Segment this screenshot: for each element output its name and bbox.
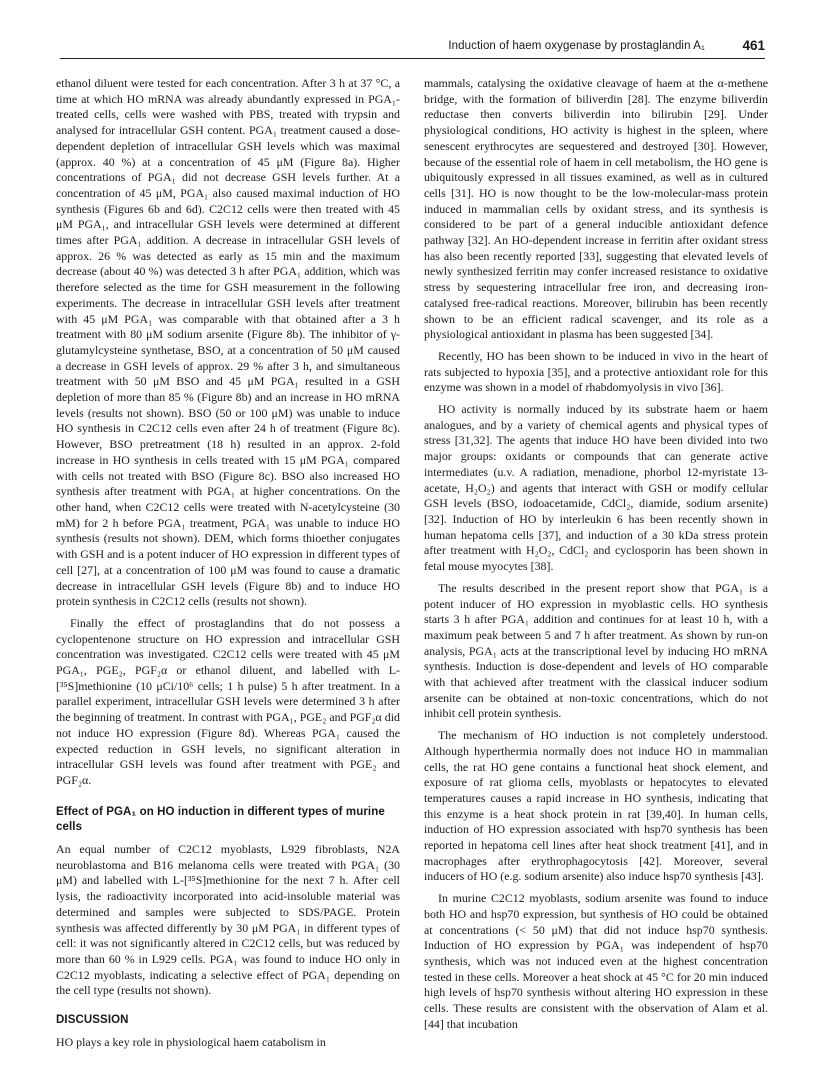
running-title: Induction of haem oxygenase by prostaglandin A₁ [448, 40, 705, 52]
left-column [56, 76, 400, 1056]
section-heading: DISCUSSION [56, 1014, 129, 1027]
paragraph: The mechanism of HO induction is not completely understood. Although hyperthermia normally does not induce HO in mammalian cells, the rat HO gene contains a functional heat shock element, and exposure of rat glioma cells, myoblasts or hepatocytes to elevated temperatures causes a rapid increase in HO synthesis, indicating that this enzyme is a heat shock protein in rat [39,40]. In human cells, induction of HO expression associated with hsp70 synthesis has been reported in hepatoma cell lines after heat shock treatment [41], and in macrophages after erythrophagocytosis [42]. Moreover, several inducers of HO (e.g. sodium arsenite) also induce hsp70 synthesis [43]. [424, 728, 768, 884]
paragraph: In murine C2C12 myoblasts, sodium arsenite was found to induce both HO and hsp70 expression, but synthesis of HO could be obtained at concentrations (< 50 μM) that did not induce hsp70 synthesis. Induction of HO expression by PGA₁ was independent of hsp70 synthesis, which was not induced even at the highest concentration tested in these cells. Moreover a heat shock at 45 °C for 20 min induced high levels of hsp70 synthesis without altering HO expression in these cells. These results are consistent with the observation of Alam et al. [44] that incubation [424, 891, 768, 1031]
paragraph: An equal number of C2C12 myoblasts, L929 fibroblasts, N2A neuroblastoma and B16 melanoma cells were treated with PGA₁ (30 μM) and labelled with L-[³⁵S]methionine for the next 7 h. After cell lysis, the radioactivity incorporated into acid-insoluble material was determined and samples were subjected to SDS/PAGE. Protein synthesis was affected differently by 30 μM PGA₁ in different types of cell: it was not significantly altered in C2C12 cells, but was reduced by more than 60 % in L929 cells. PGA₁ was found to induce HO only in C2C12 myoblasts, indicating a selective effect of PGA₁ depending on the cell type (results not shown). [56, 842, 400, 998]
paragraph: Recently, HO has been shown to be induced in vivo in the heart of rats subjected to hypoxia [35], and a protective antioxidant role for this enzyme was shown in a model of rhabdomyolysis in vivo [36]. [424, 348, 768, 395]
paragraph: mammals, catalysing the oxidative cleavage of haem at the α-methene bridge, with the formation of biliverdin [28]. The enzyme biliverdin reductase then converts biliverdin into bilirubin [29]. Under physiological conditions, HO activity is highest in the spleen, where senescent erythrocytes are sequestered and destroyed [30]. However, because of the essential role of haem in cell metabolism, the HO gene is ubiquitously expressed in all tissues examined, as well as in cultured cells [31]. HO is now thought to be the low-molecular-mass protein induced in mammalian cells by oxidant stress, and its synthesis is considered to be part of a general inducible antioxidant defence pathway [32]. An HO-dependent increase in ferritin after oxidant stress has also been recently reported [33], suggesting that elevated levels of newly synthesized ferritin may confer increased resistance to oxidative stress by sequestering intracellular free iron, and decreasing iron-catalysed free-radical reactions. Moreover, bilirubin has been recently shown to be an efficient radical scavenger, and its role as a physiological antioxidant in plasma has been suggested [34]. [424, 76, 768, 342]
right-column [424, 76, 768, 1038]
paragraph: HO plays a key role in physiological haem catabolism in [56, 1034, 326, 1049]
paragraph: Finally the effect of prostaglandins that do not possess a cyclopentenone structure on HO expression and intracellular GSH concentration was investigated. C2C12 cells were treated with 45 μM PGA₁, PGE₂, PGF₂α or ethanol diluent, and labelled with L-[³⁵S]methionine (10 μCi/10⁶ cells; 1 h pulse) 5 h after treatment. In a parallel experiment, intracellular GSH levels were determined 3 h after the beginning of treatment. In contrast with PGA₁, PGE₂ and PGF₂α did not induce HO expression (Figure 8d). Whereas PGA₁ caused the expected reduction in GSH levels, no significant alteration in intracellular GSH levels was found after treatment with PGE₂ and PGF₂α. [56, 615, 400, 787]
section-heading: Effect of PGA₁ on HO induction in different types of murine cells [56, 805, 385, 834]
paragraph: HO activity is normally induced by its substrate haem or haem analogues, and by a variety of chemical agents and physical types of stress [31,32]. The agents that induce HO have been divided into two major groups: oxidants or compounds that can generate active intermediates (u.v. A radiation, menadione, phorbol 12-myristate 13-acetate, H₂O₂) and agents that interact with GSH or modify cellular GSH levels (BSO, iodoacetamide, CdCl₂, diamide, sodium arsenite) [32]. Induction of HO by interleukin 6 has been recently shown in human hepatoma cells [37], and induction of a 30 kDa stress protein after treatment with H₂O₂, CdCl₂ and cyclosporin has been shown in fetal mouse myocytes [38]. [424, 402, 768, 574]
page-header [60, 30, 765, 59]
paragraph: ethanol diluent were tested for each concentration. After 3 h at 37 °C, a time at which HO mRNA was already abundantly expressed in PGA₁-treated cells, cells were washed with PBS, treated with trypsin and analysed for intracellular GSH content. PGA₁ treatment caused a dose-dependent depletion of intracellular GSH levels which was maximal (approx. 40 %) at a concentration of 45 μM (Figure 8a). Higher concentrations of PGA₁ did not decrease GSH levels further. At a concentration of 45 μM, PGA₁ also caused maximal induction of HO synthesis (Figures 6b and 6d). C2C12 cells were then treated with 45 μM PGA₁, and intracellular GSH levels were determined at different times after PGA₁ addition. A decrease in intracellular GSH levels of approx. 26 % was detected as early as 15 min and the maximum decrease (about 40 %) was detected 3 h after PGA₁ addition, which was therefore selected as the time for GSH measurement in the following experiments. The decrease in intracellular GSH levels after treatment with 45 μM PGA₁ was comparable with that obtained after a 3 h treatment with 80 μM sodium arsenite (Figure 8b). The inhibitor of γ-glutamylcysteine synthetase, BSO, at a concentration of 50 μM caused a decrease in GSH levels of approx. 29 % after 3 h, and simultaneous treatment with 50 μM BSO and 45 μM PGA₁ resulted in a GSH depletion of more than 85 % (Figure 8b) and an increase in HO mRNA levels (results not shown). BSO (50 or 100 μM) was unable to induce HO synthesis in C2C12 cells even after 24 h of treatment (Figure 8c). However, BSO pretreatment (18 h) resulted in an approx. 2-fold increase in HO synthesis in cells treated with 15 μM PGA₁ compared with cells not treated with BSO (Figure 8c). BSO also increased HO synthesis after treatment with PGA₁ at higher concentrations. On the other hand, when C2C12 cells were treated with N-acetylcysteine (30 mM) for 2 h before PGA₁ treatment, PGA₁ was unable to induce HO synthesis (results not shown). DEM, which forms thioether conjugates with GSH and is a potent inducer of HO expression in different types of cell [27], at a concentration of 100 μM was found to cause a dramatic decrease in intracellular GSH levels (Figure 8b) and to induce HO protein synthesis in C2C12 cells (results not shown). [56, 76, 400, 609]
paragraph: The results described in the present report show that PGA₁ is a potent inducer of HO expression in myoblastic cells. HO synthesis starts 3 h after PGA₁ addition and continues for at least 10 h, with a maximum peak between 5 and 7 h after treatment. As shown by run-on analysis, PGA₁ acts at the transcriptional level by inducing HO mRNA synthesis. Induction is dose-dependent and levels of HO comparable with that achieved after treatment with the classical inducer sodium arsenite can be obtained at non-toxic concentrations, which do not inhibit cell protein synthesis. [424, 580, 768, 721]
page-number: 461 [742, 38, 765, 53]
